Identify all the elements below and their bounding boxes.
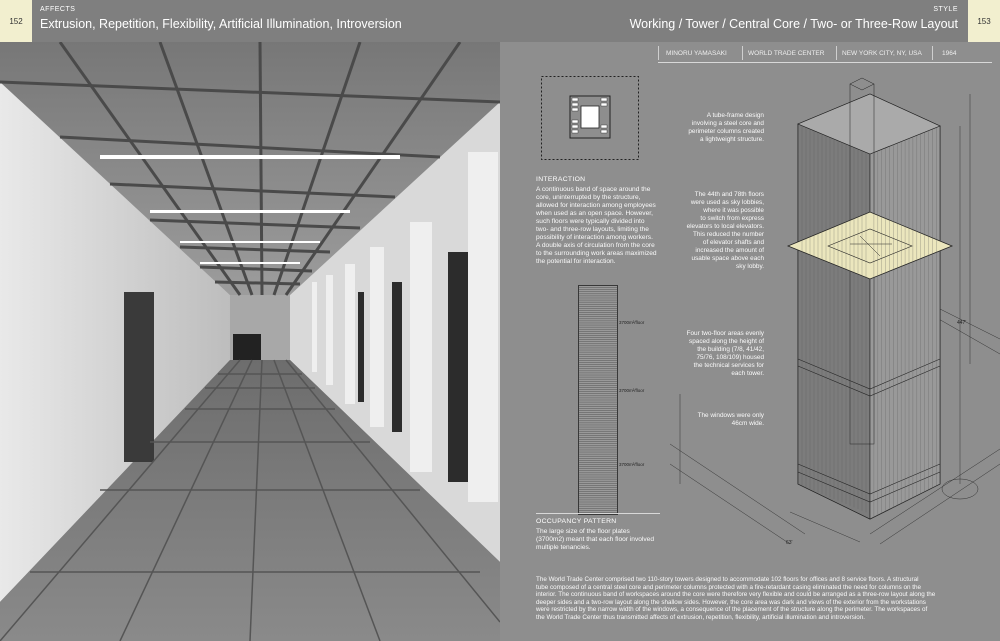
text-line: The World Trade Center comprised two 110-story towers designed to accommodate 102 floors for offices and 8 service floors. A structural (536, 576, 919, 583)
right-header (500, 0, 1000, 42)
annotation-technical-floors (664, 330, 764, 378)
text-line: to switch from express (700, 215, 764, 222)
text-line: deeper sides and a two-row layout along the shallow sides. However, the core area was dark and views of the exterior from the workstations (536, 598, 926, 606)
text-line: perimeter columns created (688, 128, 764, 135)
text-line: (3700m2) meant that each floor involved (536, 536, 655, 543)
meta-underline (658, 62, 992, 63)
text-line: tube composed of a central steel core and perimeter columns protected with a fire-retardant casing eliminated the need for columns on the (536, 583, 922, 591)
annotation-tube-frame (664, 112, 764, 144)
text-line: A double axis of circulation from the core (536, 242, 655, 249)
text-line: when used as an open space. However, (536, 210, 653, 217)
text-line: 46cm wide. (731, 420, 764, 427)
text-line: The windows were only (697, 412, 764, 419)
left-header (0, 0, 500, 42)
style-label: STYLE (933, 6, 958, 13)
affects-title: Extrusion, Repetition, Flexibility, Artificial Illumination, Introversion (40, 17, 402, 31)
text-line: usable space above each (691, 255, 764, 262)
text-line: involving a steel core and (691, 120, 764, 127)
meta-architect: MINORU YAMASAKI (666, 50, 727, 57)
text-line: multiple tenancies. (536, 544, 591, 551)
text-line: to the surrounding work areas maximized (536, 250, 657, 257)
text-line: were used as sky lobbies, (690, 199, 764, 206)
text-line: the building (7/8, 41/42, (697, 346, 764, 353)
text-line: were restricted by the narrow width of the windows, a consequence of the placement of the structure along the perimeter. The workspaces of (536, 606, 928, 614)
text-line: Four two-floor areas evenly (686, 330, 764, 337)
text-line: each tower. (731, 370, 764, 377)
text-line: two- and three-row layouts, limiting the (536, 226, 649, 233)
text-line: The 44th and 78th floors (694, 191, 764, 198)
text-line: the technical services for (693, 362, 764, 369)
floor-area-label: 3700m²/floor (619, 462, 645, 467)
corridor-rendering (0, 42, 500, 641)
text-line: interior. The continuous band of workspaces around the core were therefore very flexible and could be arranged as a three-row layout along the (536, 591, 936, 599)
text-line: A tube-frame design (706, 112, 764, 119)
text-line: the World Trade Center thus transmitted affects of extrusion, repetition, flexibility, artificial illumination and introversion. (536, 613, 865, 621)
text-line: The large size of the floor plates (536, 528, 630, 535)
meta-divider (658, 46, 659, 60)
floor-plan-diagram (541, 76, 639, 160)
meta-divider (836, 46, 837, 60)
right-page-number: 153 (968, 0, 1000, 42)
text-line: A continuous band of space around the (536, 186, 651, 193)
text-line: This reduced the number (692, 231, 764, 238)
text-line: 75/76, 108/109) housed (696, 354, 764, 361)
text-line: core, uninterrupted by the structure, (536, 194, 641, 201)
text-line: spaced along the height of (689, 338, 764, 345)
height-dimension-label: 447' (957, 320, 967, 326)
left-page-number: 152 (0, 0, 32, 42)
text-line: increased the amount of (695, 247, 764, 254)
meta-divider (742, 46, 743, 60)
bottom-description (536, 576, 996, 622)
interaction-heading: INTERACTION (536, 176, 586, 183)
width-dimension-label: 63' (786, 540, 793, 546)
meta-year: 1964 (942, 50, 957, 57)
tower-elevation-diagram (578, 285, 618, 515)
meta-building: WORLD TRADE CENTER (748, 50, 825, 57)
text-line: such floors were typically divided into (536, 218, 645, 225)
style-title: Working / Tower / Central Core / Two- or Three-Row Layout (629, 17, 958, 31)
meta-divider (932, 46, 933, 60)
occupancy-divider (536, 513, 660, 514)
text-line: allowed for interaction among employees (536, 202, 656, 209)
annotation-sky-lobbies (664, 191, 764, 271)
text-line: where it was possible (703, 207, 764, 214)
text-line: sky lobby. (736, 263, 764, 270)
floor-area-label: 3700m²/floor (619, 320, 645, 325)
text-line: of elevator shafts and (702, 239, 764, 246)
text-line: possibility of interaction among workers. (536, 234, 653, 241)
interaction-body (536, 186, 666, 266)
text-line: a lightweight structure. (700, 136, 764, 143)
annotation-windows (664, 412, 764, 428)
text-line: elevators to local elevators. (686, 223, 764, 230)
occupancy-heading: OCCUPANCY PATTERN (536, 518, 617, 525)
occupancy-body (536, 528, 666, 552)
floor-area-label: 3700m²/floor (619, 388, 645, 393)
affects-label: AFFECTS (40, 6, 76, 13)
text-line: the potential for interaction. (536, 258, 616, 265)
meta-location: NEW YORK CITY, NY, USA (842, 50, 922, 57)
